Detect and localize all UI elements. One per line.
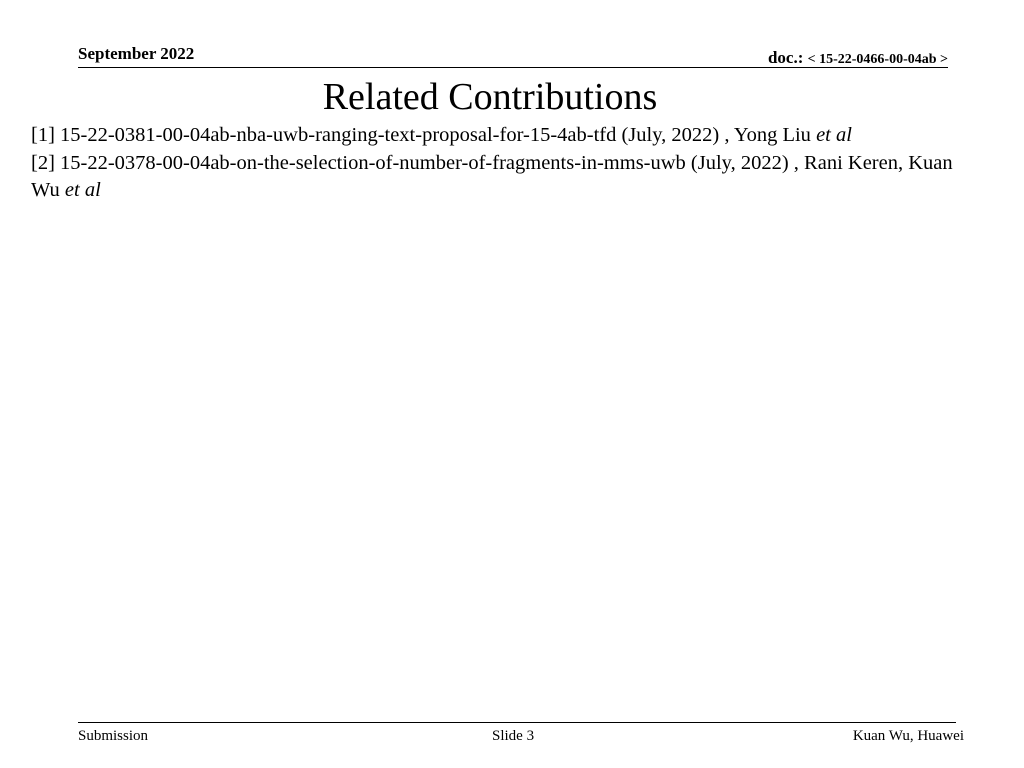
reference-etal: et al	[816, 124, 852, 146]
header-doc-id	[768, 48, 948, 68]
reference-text: [2] 15-22-0378-00-04ab-on-the-selection-of-number-of-fragments-in-mms-uwb (July, 2022) , Rani Keren, Kuan Wu	[31, 151, 953, 201]
reference-item	[31, 150, 961, 205]
footer-submission: Submission	[78, 728, 149, 744]
doc-number: < 15-22-0466-00-04ab >	[807, 52, 948, 67]
reference-list	[31, 122, 961, 205]
footer-divider	[78, 722, 956, 723]
header-divider	[78, 67, 948, 68]
footer-slide-number: Slide 3	[492, 728, 535, 744]
footer-author: Kuan Wu, Huawei	[852, 728, 964, 744]
reference-text: [1] 15-22-0381-00-04ab-nba-uwb-ranging-text-proposal-for-15-4ab-tfd (July, 2022) , Yong Liu	[31, 124, 811, 146]
reference-etal: et al	[64, 179, 101, 201]
reference-item	[31, 122, 961, 150]
header-date: September 2022	[78, 44, 195, 63]
slide-title: Related Contributions	[322, 76, 658, 118]
doc-prefix: doc.:	[767, 48, 804, 67]
